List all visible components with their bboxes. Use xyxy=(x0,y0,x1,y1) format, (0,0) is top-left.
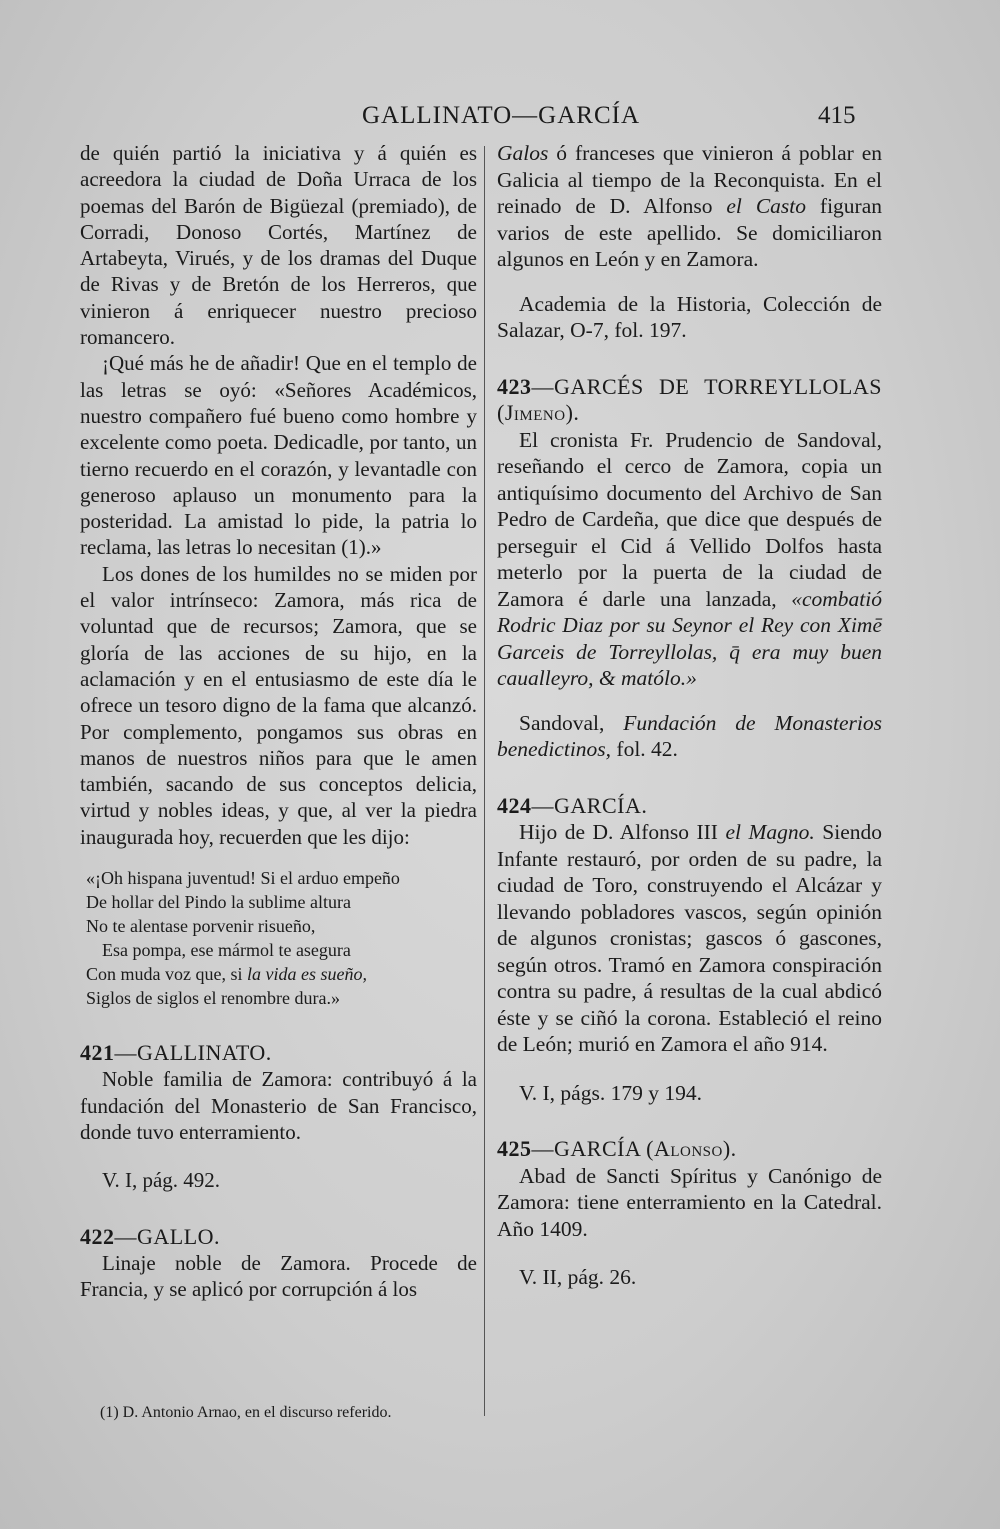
entry-ref-423: Sandoval, Fundación de Monasterios benedictinos, fol. 42. xyxy=(497,710,882,761)
verse-line: «¡Oh hispana juventud! Si el arduo empeño xyxy=(86,868,400,889)
entry-heading-422: 422—GALLO. xyxy=(80,1223,221,1249)
page-header xyxy=(0,100,1000,136)
page-number: 415 xyxy=(818,102,856,129)
verse-italic: la vida es sueño, xyxy=(246,964,367,985)
entry-ref-421: V. I, pág. 492. xyxy=(102,1168,221,1193)
right-column xyxy=(497,140,882,1291)
entry-ref-424: V. I, págs. 179 y 194. xyxy=(519,1080,702,1105)
entry-heading-423: 423—GARCÉS DE TORREYLLOLAS (Jimeno). xyxy=(497,373,882,425)
entry-heading-425: 425—GARCÍA (Alonso). xyxy=(497,1136,737,1161)
entry-text-423: El cronista Fr. Prudencio de Sandoval, reseñando el cerco de Zamora, copia un antiquísimo documento del Archivo de San Pedro de Cardeña, que dice que después de perseguir el Cid á Vellido Dolfos hasta meterlo por la puerta de la ciudad de Zamora é darle una lanzada, «combatió Rodric Diaz por su Seynor el Rey con Ximē Garceis de Torreyllolas, q̄ era muy buen caualleyro, & matólo.» xyxy=(497,427,882,690)
left-column xyxy=(80,140,477,1302)
entry-ref-425: V. II, pág. 26. xyxy=(519,1265,637,1289)
entry-text-422: Linaje noble de Zamora. Procede de Francia, y se aplicó por corrupción á los xyxy=(80,1250,477,1302)
source-reference: Academia de la Historia, Colección de Salazar, O-7, fol. 197. xyxy=(497,291,882,342)
footnote: (1) D. Antonio Arnao, en el discurso referido. xyxy=(100,1404,392,1421)
verse-line: Siglos de siglos el renombre dura.» xyxy=(86,988,340,1009)
paragraph: Los dones de los humildes no se miden por el valor intrínseco: Zamora, más rica de voluntad que de recursos; Zamora, que se gloría de las acciones de su hijo, en la aclamación y en el entusiasmo de este día le ofrece un tesoro digno de la fama que alcanzó. Por complemento, pongamos sus obras en manos de nuestros niños para que le amen también, sacando de sus conceptos delicia, virtud y nobles ideas, y que, al ver la piedra inaugurada hoy, recuerden que les dijo: xyxy=(80,561,477,849)
column-divider xyxy=(484,146,485,1416)
entry-text-424: Hijo de D. Alfonso III el Magno. Siendo Infante restauró, por orden de su padre, la ciudad de Toro, construyendo el Alcázar y llevando pobladores vascos, según opinión de algunos cronistas; gascos ó gascones, según otros. Tramó en Zamora conspiración contra su padre, á resultas de la cual abdicó éste y se ciñó la corona. Estableció el reino de León; murió en Zamora el año 914. xyxy=(497,820,882,1056)
verse-line: Con muda voz que, si la vida es sueño, xyxy=(86,964,367,985)
quote: «combatió Rodric Diaz por su Seynor el Rey con Ximē Garceis de Torreyllolas, q̄ era muy buen caualleyro, & matólo.» xyxy=(497,586,882,690)
running-title: GALLINATO—GARCÍA xyxy=(362,102,641,129)
verse-line: No te alentase porvenir risueño, xyxy=(86,916,316,937)
verse-quote xyxy=(86,866,477,1010)
paragraph: de quién partió la iniciativa y á quién es acreedora la ciudad de Doña Urraca de los poemas del Barón de Bigüezal (premiado), de Corradi, Donoso Cortés, Martínez de Artabeyta, Virués, y de los dramas del Duque de Rivas y de Bretón de los Herreros, que vinieron á enriquecer nuestro precioso romancero. xyxy=(80,141,477,350)
verse-line: Esa pompa, ese mármol te asegura xyxy=(102,940,351,961)
entry-heading-421: 421—GALLINATO. xyxy=(80,1040,272,1066)
entry-heading-424: 424—GARCÍA. xyxy=(497,792,648,818)
paragraph: ¡Qué más he de añadir! Que en el templo de las letras se oyó: «Señores Académicos, nuestro compañero fué bueno como hombre y excelente como poeta. Dedicadle, por tanto, un tierno recuerdo en el corazón, y levantadle con generoso aplauso un monumento para la posteridad. La amistad lo pide, la patria lo reclama, las letras lo necesitan (1).» xyxy=(80,351,477,560)
verse-line: De hollar del Pindo la sublime altura xyxy=(86,892,351,913)
entry-text-421: Noble familia de Zamora: contribuyó á la fundación del Monasterio de San Francisco, donde tuvo enterramiento. xyxy=(80,1067,477,1144)
entry-text-425: Abad de Sancti Spíritus y Canónigo de Zamora: tiene enterramiento en la Catedral. Año 1409. xyxy=(497,1163,882,1241)
paragraph: Galos ó franceses que vinieron á poblar en Galicia al tiempo de la Reconquista. En el reinado de D. Alfonso el Casto figuran varios de este apellido. Se domiciliaron algunos en León y en Zamora. xyxy=(497,141,882,271)
